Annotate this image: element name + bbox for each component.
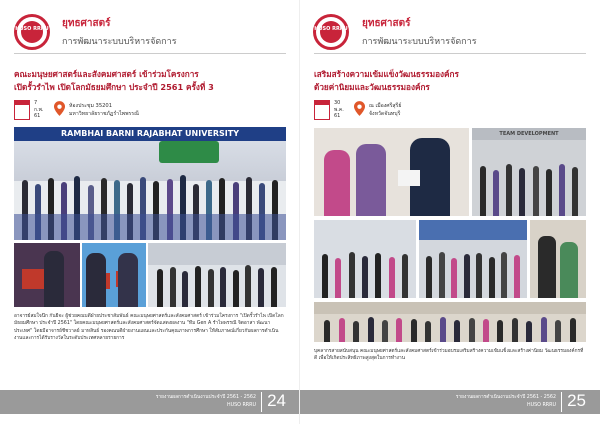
page-footer: [0, 390, 300, 414]
calendar-icon: [14, 100, 30, 120]
page-title: ยุทธศาสตร์: [62, 18, 111, 29]
footer-separator: [261, 392, 262, 412]
photo-group-3: [530, 220, 586, 298]
logo-text: HUSO RRRU: [15, 26, 49, 32]
footer-separator: [561, 392, 562, 412]
page-subtitle: การพัฒนาระบบบริหารจัดการ: [362, 37, 477, 47]
photo-group-wide: [314, 302, 586, 342]
photo-team-activity: [472, 128, 586, 216]
date-month: ก.พ.: [34, 106, 44, 113]
page-footer: [300, 390, 600, 414]
footer-report-title: รายงานผลการดำเนินงานประจำปี 2561 - 2562: [455, 395, 556, 400]
calendar-icon: [314, 100, 330, 120]
footer-org: HUSO RRRU: [227, 403, 256, 408]
date-text: [34, 100, 44, 120]
date-year: 61: [34, 113, 41, 119]
huso-logo: [313, 14, 349, 50]
photo-award-2: [82, 243, 146, 307]
article-title: [14, 68, 289, 94]
location-line-1: ห้องประชุม 35201: [69, 103, 113, 109]
article-title: [314, 68, 589, 94]
photo-banner-text: RAMBHAI BARNI RAJABHAT UNIVERSITY: [60, 129, 240, 138]
footer-text: [156, 394, 256, 410]
article-title-line-1: คณะมนุษยศาสตร์และสังคมศาสตร์ เข้าร่วมโครงการ: [14, 69, 199, 79]
article-caption: อาจารย์สมใจนึก กันยีจะ ผู้ช่วยคณบดีฝ่ายประชาสัมพันธ์ คณะมนุษยศาสตร์และสังคมศาสตร์ เข้าร่วมโครงการ "เปิดรั้วรำไพ เปิดโลกมัธยมศึกษา ประจำปี 2561" โดยคณะมนุษยศาสตร์และสังคมศาสตร์จัดแสดงผลงาน "ทีม Gen A รำไพพรรณี จิตอาสา พัฒนาประเทศ" โดยมีอาจารย์ชีชวาลย์ มาหสินธ์ รองคณบดีฝ่ายงานแผนและประกันคุณภาพการศึกษา ให้สัมภาษณ์เกี่ยวกับผลการดำเนินงานและการได้รับรางวัลในระดับประเทศหลายรายการ: [14, 314, 284, 342]
article-title-line-2: ด้วยค่านิยมและวัฒนธรรมองค์กร: [314, 82, 430, 92]
article-caption: บุคลากรสายสนับสนุน คณะมนุษยศาสตร์และสังคมศาสตร์เข้าร่วมอบรมเสริมสร้างความเข้มแข็งและสร้างค่านิยม วัฒนธรรมองค์กรที่ดี เพื่อให้เกิดประสิทธิภาพสูงสุดในการทำงาน: [314, 349, 584, 362]
footer-org: HUSO RRRU: [527, 403, 556, 408]
location-line-2: มหาวิทยาลัยราชภัฏรำไพพรรณี: [69, 111, 139, 117]
photo-workshop-1: [314, 128, 469, 216]
photo-group-2: [419, 220, 527, 298]
right-page: [300, 0, 600, 424]
photo-group-1: [314, 220, 416, 298]
article-title-line-2: เปิดรั้วรำไพ เปิดโลกมัธยมศึกษา ประจำปี 2561 ครั้งที่ 3: [14, 82, 214, 92]
page-title: ยุทธศาสตร์: [362, 18, 411, 29]
page-subtitle: การพัฒนาระบบบริหารจัดการ: [62, 37, 177, 47]
date-year: 61: [334, 113, 341, 119]
page-number: 25: [567, 391, 586, 410]
photo-award-1: [14, 243, 80, 307]
logo-text: HUSO RRRU: [314, 26, 348, 32]
location-line-2: จังหวัดจันทบุรี: [369, 111, 401, 117]
article-meta: [14, 100, 289, 126]
article-title-line-1: เสริมสร้างความเข้มแข็งวัฒนธรรมองค์กร: [314, 69, 459, 79]
location-line-1: ณ เมืองศรีสุรีย์: [369, 103, 402, 109]
date-day: 7: [34, 100, 38, 106]
location-pin-icon: [54, 101, 65, 116]
location-text: [369, 102, 401, 118]
footer-report-title: รายงานผลการดำเนินงานประจำปี 2561 - 2562: [155, 395, 256, 400]
header-divider: [14, 53, 286, 54]
header-divider: [314, 53, 586, 54]
date-text: [334, 100, 344, 120]
article-meta: [314, 100, 589, 126]
page-number: 24: [267, 391, 286, 410]
huso-logo: [14, 14, 50, 50]
group-photo: [14, 127, 286, 240]
date-day: 30: [334, 100, 341, 106]
photo-banner-text: TEAM DEVELOPMENT: [499, 131, 559, 137]
photo-stage-group: [148, 243, 286, 307]
date-month: พ.ค.: [334, 106, 344, 113]
location-pin-icon: [354, 101, 365, 116]
footer-text: [456, 394, 556, 410]
location-text: [69, 102, 139, 118]
